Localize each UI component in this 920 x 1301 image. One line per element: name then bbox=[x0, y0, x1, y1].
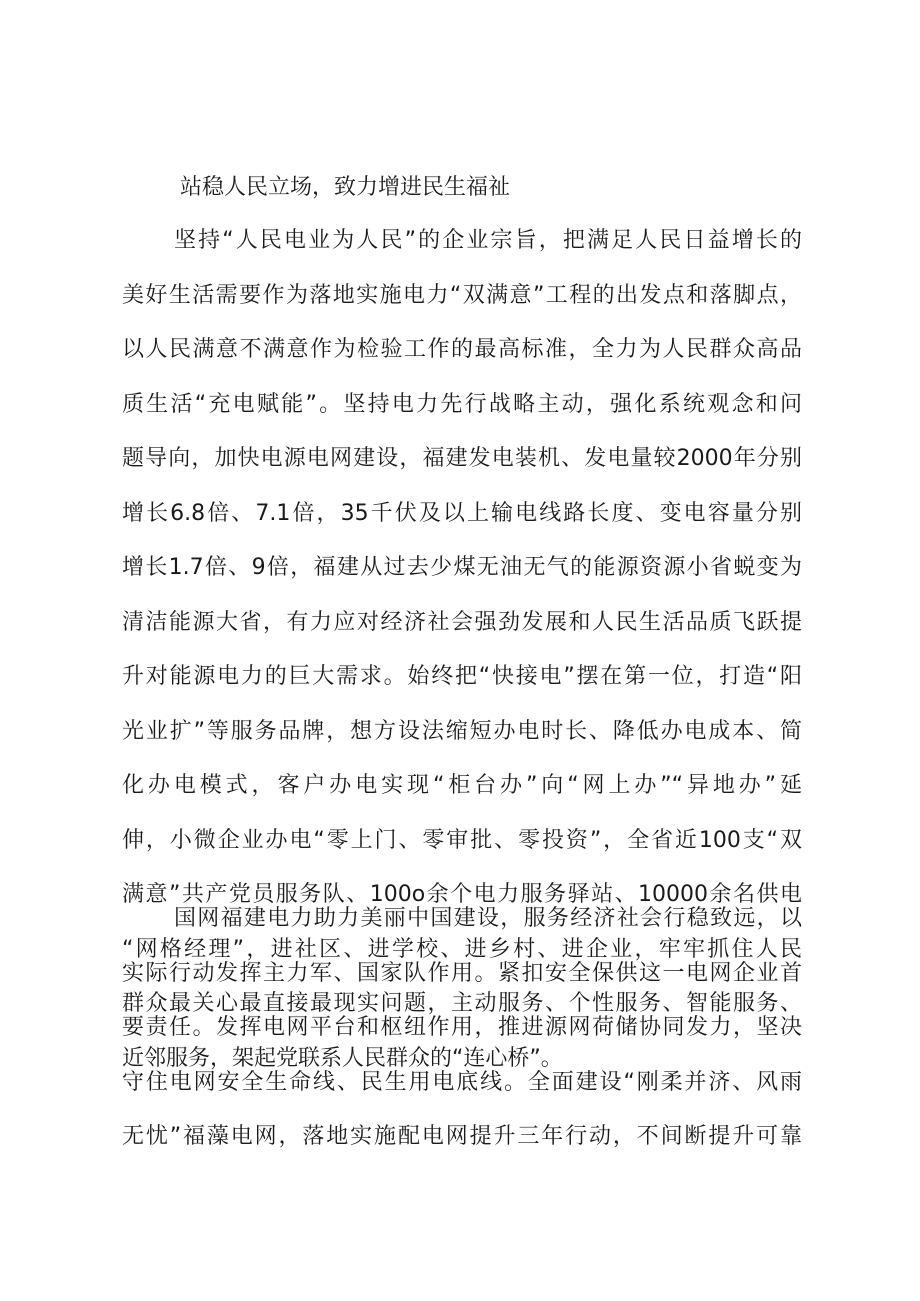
section-heading: 站稳人民立场，致力增进民生福祉 bbox=[180, 175, 511, 200]
text-line: 增长6.8倍、7.1倍，35千伏及以上输电线路长度、变电容量分别 bbox=[122, 500, 802, 526]
text-line: 以人民满意不满意作为检验工作的最高标准，全力为人民群众高品 bbox=[122, 337, 802, 362]
text-line: 要责任。发挥电网平台和枢纽作用，推进源网荷储协同发力，坚决 bbox=[122, 1015, 802, 1040]
text-line: 无忧”福藻电网，落地实施配电网提升三年行动，不间断提升可靠 bbox=[122, 1124, 802, 1149]
text-line: 群众最关心最直接最现实问题，主动服务、个性服务、智能服务、 bbox=[122, 991, 802, 1016]
text-line: “网格经理”，进社区、进学校、进乡村、进企业，牢牢抓住人民 bbox=[122, 936, 802, 962]
text-line: 化办电模式，客户办电实现“柜台办”向“网上办”“异地办”延 bbox=[122, 773, 802, 798]
text-line: 国网福建电力助力美丽中国建设，服务经济社会行稳致远，以 bbox=[174, 906, 802, 931]
text-line: 坚持“人民电业为人民”的企业宗旨，把满足人民日益增长的 bbox=[174, 228, 802, 253]
text-line: 满意”共产党员服务队、100o余个电力服务驿站、10000余名供电 bbox=[122, 882, 802, 907]
text-line: 美好生活需要作为落地实施电力“双满意”工程的出发点和落脚点， bbox=[122, 282, 802, 308]
text-line: 质生活“充电赋能”。坚持电力先行战略主动，强化系统观念和问 bbox=[122, 391, 802, 417]
text-line: 升对能源电力的巨大需求。始终把“快接电”摆在第一位，打造“阳 bbox=[122, 664, 802, 689]
text-line: 近邻服务，架起党联系人民群众的“连心桥”。 bbox=[122, 1045, 563, 1071]
text-line: 伸，小微企业办电“零上门、零审批、零投资”，全省近100支“双 bbox=[122, 827, 802, 853]
text-line: 光业扩”等服务品牌，想方设法缩短办电时长、降低办电成本、简 bbox=[122, 718, 802, 744]
text-line: 题导向，加快电源电网建设，福建发电装机、发电量较2000年分别 bbox=[122, 446, 802, 471]
text-line: 守住电网安全生命线、民生用电底线。全面建设“刚柔并济、风雨 bbox=[122, 1069, 802, 1095]
text-line: 实际行动发挥主力军、国家队作用。紧扣安全保供这一电网企业首 bbox=[122, 960, 802, 986]
text-line: 增长1.7倍、9倍，福建从过去少煤无油无气的能源资源小省蜕变为 bbox=[122, 555, 802, 580]
text-line: 清洁能源大省，有力应对经济社会强劲发展和人民生活品质飞跃提 bbox=[122, 609, 802, 635]
paragraph-2 bbox=[122, 892, 802, 1165]
